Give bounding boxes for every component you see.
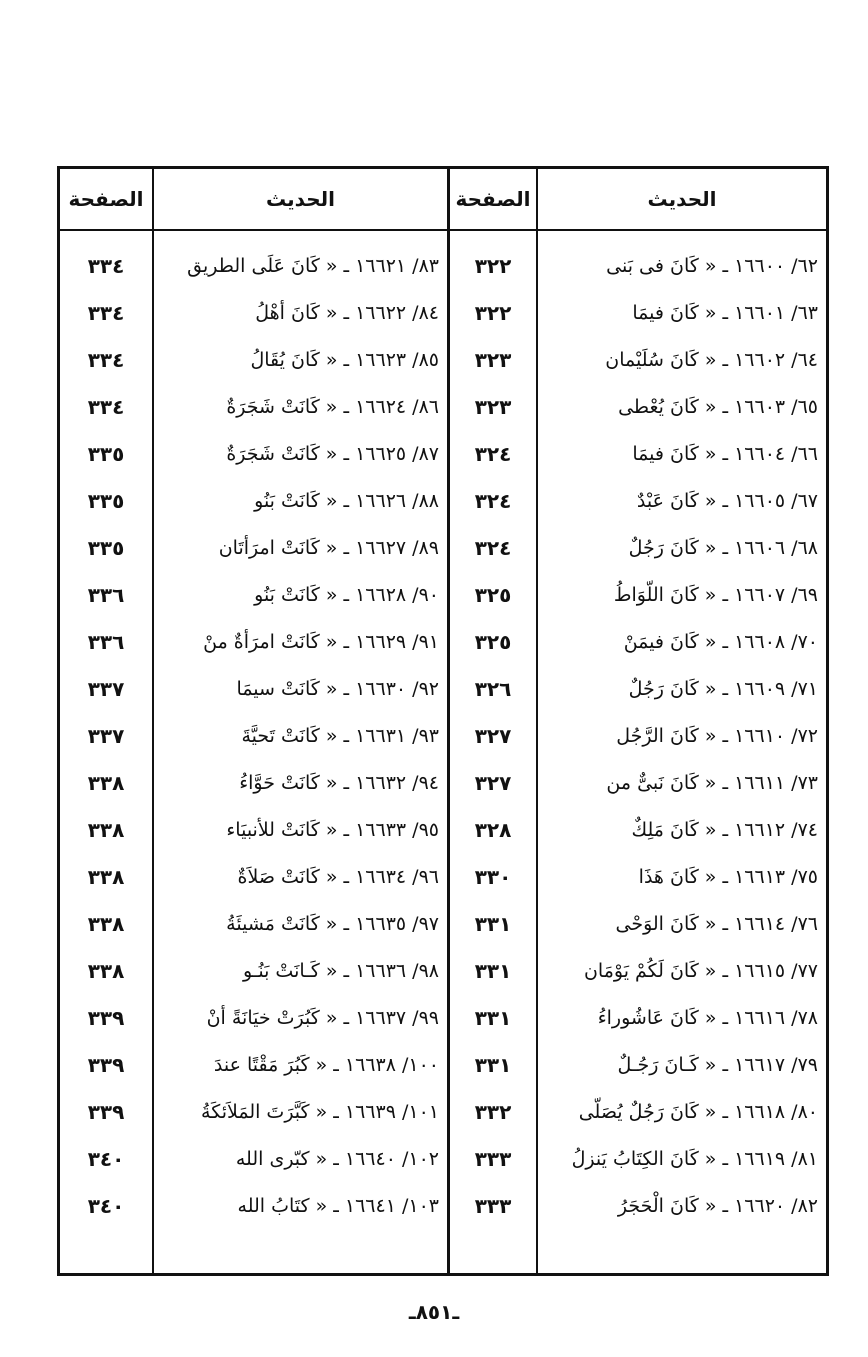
left-page-cell: ٣٣٤: [87, 394, 125, 419]
left-page-cell: ٣٣٧: [87, 676, 125, 701]
left-page-cell: ٣٣٨: [87, 911, 125, 936]
left-hadith-cell: ٨٣/ ١٦٦٢١ ـ « كَانَ عَلَى الطريق: [187, 254, 439, 277]
left-hadith-cell: ٩٣/ ١٦٦٣١ ـ « كَانَتْ تَحيَّةَ: [241, 724, 439, 747]
right-page-cell: ٣٣١: [474, 1005, 512, 1030]
left-hadith-cell: ٩١/ ١٦٦٢٩ ـ « كَانَتْ امرَأةٌ منْ: [203, 630, 439, 653]
left-page-cell: ٣٣٨: [87, 958, 125, 983]
left-page-cell: ٣٤٠: [87, 1146, 125, 1171]
left-hadith-cell: ٩٠/ ١٦٦٢٨ ـ « كَانَتْ بَنُو: [254, 583, 439, 606]
left-hadith-cell: ٨٩/ ١٦٦٢٧ ـ « كَانَتْ امرَأتَان: [218, 536, 439, 559]
table-row: [60, 1182, 826, 1229]
left-hadith-cell: ٨٥/ ١٦٦٢٣ ـ « كَانَ يُقَالُ: [250, 348, 439, 371]
right-hadith-cell: ٦٥/ ١٦٦٠٣ ـ « كَانَ يُعْطى: [618, 395, 818, 418]
left-page-cell: ٣٣٨: [87, 864, 125, 889]
table-row: [60, 1088, 826, 1135]
right-hadith-cell: ٧٣/ ١٦٦١١ ـ « كَانَ نَبىٌّ من: [606, 771, 818, 794]
left-page-cell: ٣٣٨: [87, 817, 125, 842]
right-page-cell: ٣٢٢: [474, 300, 512, 325]
left-hadith-cell: ٩٦/ ١٦٦٣٤ ـ « كَانَتْ صَلاَةٌ: [237, 865, 439, 888]
right-hadith-cell: ٧٠/ ١٦٦٠٨ ـ « كَانَ فيمَنْ: [623, 630, 818, 653]
right-hadith-cell: ٧٨/ ١٦٦١٦ ـ « كَانَ عَاشُوراءُ: [597, 1006, 818, 1029]
table-row: [60, 430, 826, 477]
table-row: [60, 900, 826, 947]
table-row: [60, 336, 826, 383]
table-row: [60, 994, 826, 1041]
table-body: [60, 242, 826, 1229]
left-page-cell: ٣٣٤: [87, 300, 125, 325]
left-hadith-cell: ٩٢/ ١٦٦٣٠ ـ « كَانَتْ سيمَا: [236, 677, 439, 700]
right-page-cell: ٣٢٤: [474, 535, 512, 560]
right-hadith-cell: ٨٠/ ١٦٦١٨ ـ « كَانَ رَجُلٌ يُصَلّى: [578, 1100, 818, 1123]
left-hadith-cell: ١٠٠/ ١٦٦٣٨ ـ « كَبُرَ مَقْتًا عندَ: [213, 1053, 439, 1076]
right-hadith-cell: ٧٢/ ١٦٦١٠ ـ « كَانَ الرَّجُل: [616, 724, 818, 747]
right-page-cell: ٣٣٠: [474, 864, 512, 889]
right-page-cell: ٣٢٥: [474, 582, 512, 607]
right-hadith-cell: ٧١/ ١٦٦٠٩ ـ « كَانَ رَجُلٌ: [628, 677, 818, 700]
right-page-cell: ٣٢٤: [474, 488, 512, 513]
left-hadith-cell: ٩٧/ ١٦٦٣٥ ـ « كَانَتْ مَشيئَةُ: [226, 912, 439, 935]
right-hadith-cell: ٧٦/ ١٦٦١٤ ـ « كَانَ الوَحْى: [615, 912, 818, 935]
table-row: [60, 1135, 826, 1182]
table-row: [60, 712, 826, 759]
left-page-cell: ٣٣٤: [87, 347, 125, 372]
left-page-cell: ٣٣٧: [87, 723, 125, 748]
left-page-cell: ٣٣٥: [87, 488, 125, 513]
right-page-cell: ٣٣١: [474, 958, 512, 983]
table-row: [60, 383, 826, 430]
right-page-cell: ٣٣٣: [474, 1146, 512, 1171]
table-row: [60, 524, 826, 571]
left-hadith-cell: ١٠٢/ ١٦٦٤٠ ـ « كبّرى الله: [235, 1147, 439, 1170]
header-page-right: الصفحة: [455, 187, 531, 211]
table-row: [60, 289, 826, 336]
left-page-cell: ٣٣٦: [87, 582, 125, 607]
right-page-cell: ٣٢٧: [474, 770, 512, 795]
right-hadith-cell: ٧٧/ ١٦٦١٥ ـ « كَانَ لَكُمْ يَوْمَان: [583, 959, 818, 982]
page-number: ـ٨٥١ـ: [408, 1300, 460, 1324]
right-hadith-cell: ٧٥/ ١٦٦١٣ ـ « كَانَ هَذَا: [638, 865, 818, 888]
table-row: [60, 477, 826, 524]
table-header: [60, 169, 826, 231]
left-hadith-cell: ٩٥/ ١٦٦٣٣ ـ « كَانَتْ للأنبيَاء: [226, 818, 439, 841]
right-page-cell: ٣٣٣: [474, 1193, 512, 1218]
header-hadith-right: الحديث: [647, 187, 717, 211]
right-page-cell: ٣٣١: [474, 1052, 512, 1077]
right-page-cell: ٣٢٦: [474, 676, 512, 701]
header-hadith-left: الحديث: [266, 187, 336, 211]
right-hadith-cell: ٦٦/ ١٦٦٠٤ ـ « كَانَ فيمَا: [632, 442, 818, 465]
left-hadith-cell: ٨٤/ ١٦٦٢٢ ـ « كَانَ أهْلُ: [255, 301, 439, 324]
right-hadith-cell: ٦٢/ ١٦٦٠٠ ـ « كَانَ فى بَنى: [606, 254, 818, 277]
table-row: [60, 853, 826, 900]
right-page-cell: ٣٢٥: [474, 629, 512, 654]
left-hadith-cell: ٩٩/ ١٦٦٣٧ ـ « كَبُرَتْ خيَانَةً أنْ: [206, 1006, 439, 1029]
left-hadith-cell: ٨٦/ ١٦٦٢٤ ـ « كَانَتْ شَجَرَةٌ: [226, 395, 439, 418]
right-page-cell: ٣٢٣: [474, 347, 512, 372]
right-page-cell: ٣٢٣: [474, 394, 512, 419]
right-page-cell: ٣٢٨: [474, 817, 512, 842]
right-page-cell: ٣٢٧: [474, 723, 512, 748]
right-hadith-cell: ٦٣/ ١٦٦٠١ ـ « كَانَ فيمَا: [632, 301, 818, 324]
left-page-cell: ٣٣٩: [87, 1052, 125, 1077]
right-hadith-cell: ٦٩/ ١٦٦٠٧ ـ « كَانَ اللّوَاطُ: [613, 583, 818, 606]
right-hadith-cell: ٦٧/ ١٦٦٠٥ ـ « كَانَ عَبْدٌ: [636, 489, 818, 512]
header-page-left: الصفحة: [68, 187, 144, 211]
table-row: [60, 242, 826, 289]
table-row: [60, 759, 826, 806]
left-page-cell: ٣٤٠: [87, 1193, 125, 1218]
left-page-cell: ٣٣٩: [87, 1005, 125, 1030]
right-page-cell: ٣٣٢: [474, 1099, 512, 1124]
left-page-cell: ٣٣٨: [87, 770, 125, 795]
hadith-index-table: [57, 166, 829, 1276]
left-hadith-cell: ١٠١/ ١٦٦٣٩ ـ « كَبَّرَتَ المَلاَئكَةُ: [201, 1100, 439, 1123]
right-page-cell: ٣٢٤: [474, 441, 512, 466]
left-hadith-cell: ٨٧/ ١٦٦٢٥ ـ « كَانَتْ شَجَرَةٌ: [226, 442, 439, 465]
table-row: [60, 665, 826, 712]
left-page-cell: ٣٣٦: [87, 629, 125, 654]
left-hadith-cell: ١٠٣/ ١٦٦٤١ ـ « كتَابُ الله: [237, 1194, 439, 1217]
right-hadith-cell: ٨١/ ١٦٦١٩ ـ « كَانَ الكِتَابُ يَنزلُ: [571, 1147, 818, 1170]
left-page-cell: ٣٣٥: [87, 441, 125, 466]
left-hadith-cell: ٨٨/ ١٦٦٢٦ ـ « كَانَتْ بَنُو: [254, 489, 439, 512]
left-page-cell: ٣٣٥: [87, 535, 125, 560]
table-row: [60, 571, 826, 618]
left-page-cell: ٣٣٤: [87, 253, 125, 278]
left-hadith-cell: ٩٤/ ١٦٦٣٢ ـ « كَانَتْ حَوَّاءُ: [239, 771, 439, 794]
right-hadith-cell: ٦٨/ ١٦٦٠٦ ـ « كَانَ رَجُلٌ: [628, 536, 818, 559]
right-page-cell: ٣٣١: [474, 911, 512, 936]
right-hadith-cell: ٦٤/ ١٦٦٠٢ ـ « كَانَ سُلَيْمان: [605, 348, 818, 371]
table-row: [60, 1041, 826, 1088]
right-hadith-cell: ٧٤/ ١٦٦١٢ ـ « كَانَ مَلِكٌ: [631, 818, 818, 841]
table-row: [60, 806, 826, 853]
right-hadith-cell: ٧٩/ ١٦٦١٧ ـ « كَـانَ رَجُـلٌ: [617, 1053, 818, 1076]
right-hadith-cell: ٨٢/ ١٦٦٢٠ ـ « كَانَ الْحَجَرُ: [617, 1194, 818, 1217]
table-row: [60, 618, 826, 665]
table-row: [60, 947, 826, 994]
left-hadith-cell: ٩٨/ ١٦٦٣٦ ـ « كَـانَتْ بَنُـو: [242, 959, 439, 982]
left-page-cell: ٣٣٩: [87, 1099, 125, 1124]
right-page-cell: ٣٢٢: [474, 253, 512, 278]
